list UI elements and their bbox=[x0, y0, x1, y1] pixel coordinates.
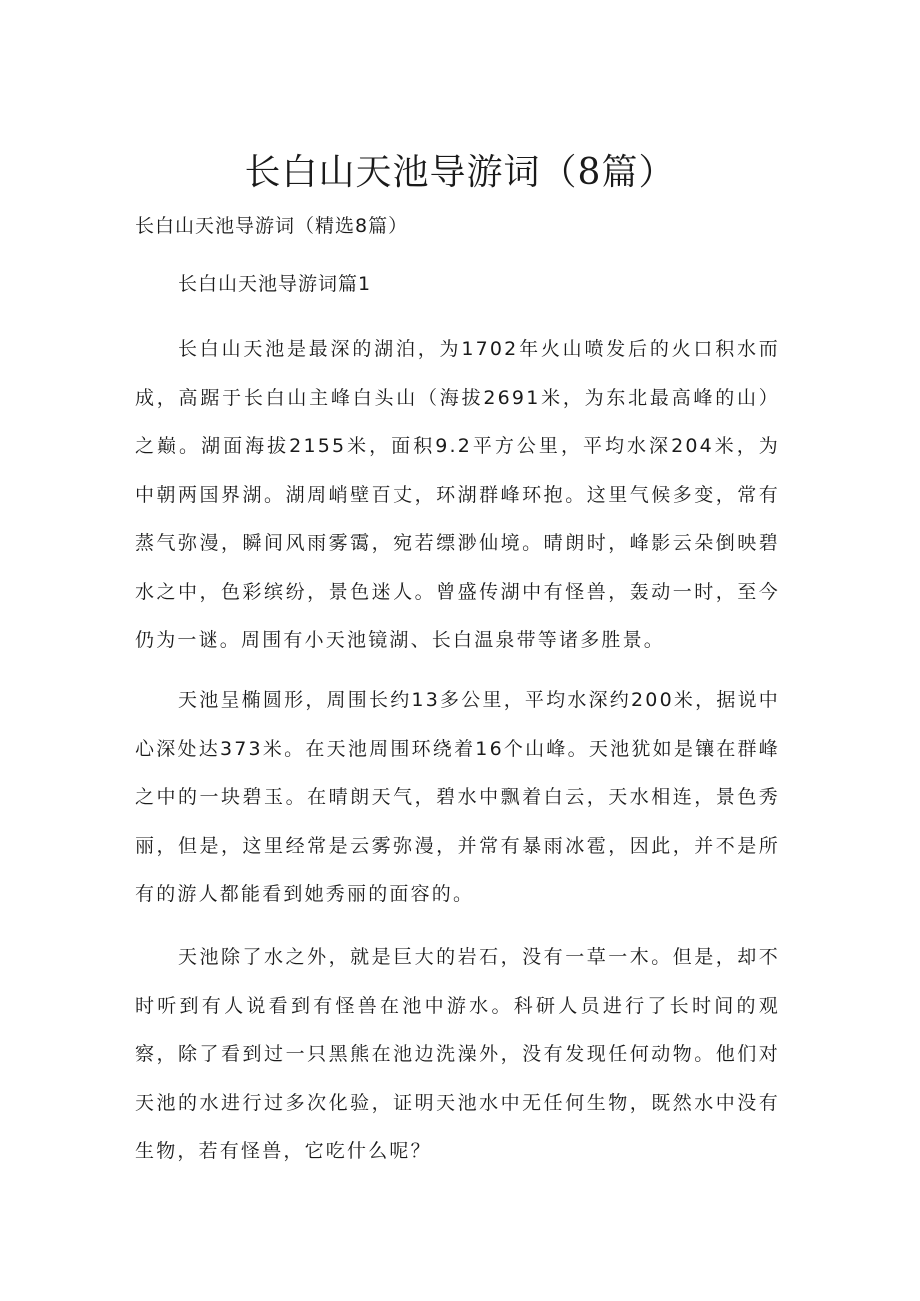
document-title: 长白山天池导游词（8篇） bbox=[244, 152, 676, 193]
document-subtitle: 长白山天池导游词（精选8篇） bbox=[135, 215, 409, 237]
body-paragraph: 天池呈椭圆形，周围长约13多公里，平均水深约200米，据说中心深处达373米。在天池周围环绕着16个山峰。天池犹如是镶在群峰之中的一块碧玉。在晴朗天气，碧水中飘着白云，天水相连，景色秀丽，但是，这里经常是云雾弥漫，并常有暴雨冰雹，因此，并不是所有的游人都能看到她秀丽的面容的。 bbox=[135, 689, 780, 905]
section-heading: 长白山天池导游词篇1 bbox=[178, 273, 372, 295]
body-paragraph: 天池除了水之外，就是巨大的岩石，没有一草一木。但是，却不时听到有人说看到有怪兽在池中游水。科研人员进行了长时间的观察，除了看到过一只黑熊在池边洗澡外，没有发现任何动物。他们对天池的水进行过多次化验，证明天池水中无任何生物，既然水中没有生物，若有怪兽，它吃什么呢？ bbox=[135, 946, 780, 1162]
body-paragraph: 长白山天池是最深的湖泊，为1702年火山喷发后的火口积水而成，高踞于长白山主峰白头山（海拔2691米，为东北最高峰的山）之巅。湖面海拔2155米，面积9.2平方公里，平均水深204米，为中朝两国界湖。湖周峭壁百丈，环湖群峰环抱。这里气候多变，常有蒸气弥漫，瞬间风雨雾霭，宛若缥渺仙境。晴朗时，峰影云朵倒映碧水之中，色彩缤纷，景色迷人。曾盛传湖中有怪兽，轰动一时，至今仍为一谜。周围有小天池镜湖、长白温泉带等诸多胜景。 bbox=[135, 338, 780, 651]
